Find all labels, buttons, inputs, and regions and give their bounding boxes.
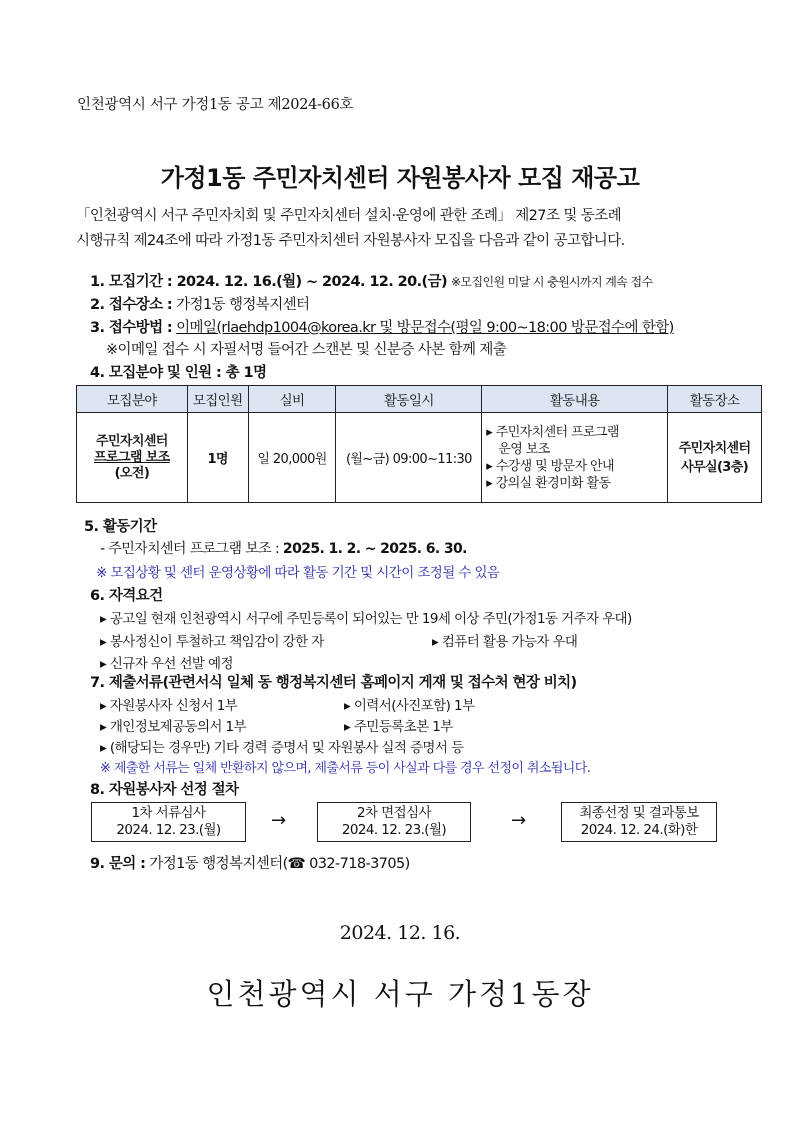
document-item-5: ▸ (해당되는 경우만) 기타 경력 증명서 및 자원봉사 실적 증명서 등	[100, 740, 464, 756]
intro-line-1: 「인천광역시 서구 주민자치회 및 주민자치센터 설치·운영에 관한 조례」 제27조 및 동조례	[76, 208, 621, 224]
cell-schedule: (월~금) 09:00~11:30	[336, 413, 482, 503]
content-item-1b: 운영 보조	[498, 441, 550, 457]
issuing-organization: 인천광역시 서구 가정1동장	[206, 977, 594, 1011]
header-pay: 실비	[248, 386, 336, 413]
qualification-item-1: ▸ 공고일 현재 인천광역시 서구에 주민등록이 되어있는 만 19세 이상 주민(가정1동 거주자 우대)	[100, 611, 632, 627]
step-3-title: 최종선정 및 결과통보	[579, 805, 699, 821]
document-number: 인천광역시 서구 가정1동 공고 제2024-66호	[77, 97, 354, 113]
intro-line-2: 시행규칙 제24조에 따라 가정1동 주민자치센터 자원봉사자 모집을 다음과 같이 공고합니다.	[76, 233, 625, 249]
document-item-1: ▸ 자원봉사자 신청서 1부	[100, 698, 238, 714]
cell-place	[668, 413, 762, 503]
content-item-3: ▸ 강의실 환경미화 활동	[486, 475, 611, 491]
activity-period-text: - 주민자치센터 프로그램 보조 :	[100, 541, 280, 557]
step-1-date: 2024. 12. 23.(월)	[116, 822, 221, 838]
step-final-selection	[561, 802, 717, 842]
activity-period-dates: 2025. 1. 2. ~ 2025. 6. 30.	[282, 541, 467, 557]
section-selection-process-label: 8. 자원봉사자 선정 절차	[90, 782, 239, 798]
section-inquiry	[90, 852, 410, 873]
inquiry-label: 9. 문의 :	[90, 856, 146, 872]
step-2-title: 2차 면접심사	[357, 805, 431, 821]
reception-method-value: 이메일(rlaehdp1004@korea.kr 및 방문접수(평일 9:00~18:00 방문접수에 한함)	[176, 320, 674, 336]
field-line-1: 주민자치센터	[96, 433, 168, 449]
recruit-period-note: ※모집인원 미달 시 충원시까지 계속 접수	[451, 275, 653, 289]
reception-place-label: 2. 접수장소 :	[90, 297, 173, 313]
qualification-item-2: ▸ 봉사정신이 투철하고 책임감이 강한 자	[100, 634, 324, 650]
content-item-2: ▸ 수강생 및 방문자 안내	[486, 458, 614, 474]
cell-pay: 일 20,000원	[248, 413, 336, 503]
field-line-2: 프로그램 보조	[94, 449, 170, 465]
section-recruit-field-label: 4. 모집분야 및 인원 : 총 1명	[90, 365, 267, 381]
step-2-date: 2024. 12. 23.(월)	[341, 822, 447, 838]
step-interview	[317, 802, 471, 842]
table-header-row	[77, 386, 762, 413]
step-1-title: 1차 서류심사	[131, 805, 206, 821]
section-documents-label: 7. 제출서류(관련서식 일체 동 행정복지센터 홈페이지 게재 및 접수처 현장 비치)	[90, 675, 577, 691]
section-recruit-period	[90, 270, 652, 291]
activity-period-note: ※ 모집상황 및 센터 운영상황에 따라 활동 기간 및 시간이 조정될 수 있음	[96, 565, 500, 581]
cell-content	[482, 413, 668, 503]
place-line-2: 사무실(3층)	[681, 459, 749, 475]
header-content: 활동내용	[482, 386, 668, 413]
notice-date: 2024. 12. 16.	[339, 922, 461, 944]
step-3-date: 2024. 12. 24.(화)한	[580, 822, 698, 838]
table-row	[77, 413, 762, 503]
qualification-item-3: ▸ 컴퓨터 활용 가능자 우대	[432, 634, 578, 650]
step-document-review	[91, 802, 246, 842]
header-count: 모집인원	[187, 386, 248, 413]
header-field: 모집분야	[77, 386, 188, 413]
document-item-4: ▸ 주민등록초본 1부	[344, 719, 453, 735]
inquiry-value: 가정1동 행정복지센터(☎ 032-718-3705)	[149, 856, 410, 872]
place-line-1: 주민자치센터	[678, 440, 751, 456]
arrow-icon: →	[271, 810, 287, 831]
cell-count: 1명	[187, 413, 248, 503]
document-item-2: ▸ 이력서(사진포함) 1부	[344, 698, 475, 714]
content-item-1: ▸ 주민자치센터 프로그램	[486, 424, 619, 440]
recruit-period-label: 1. 모집기간 : 2024. 12. 16.(월) ~ 2024. 12. 20.(금)	[90, 274, 448, 290]
section-qualifications-label: 6. 자격요건	[90, 588, 163, 604]
reception-place-value: 가정1동 행정복지센터	[176, 297, 310, 313]
section-reception-place	[90, 293, 309, 314]
document-item-3: ▸ 개인정보제공동의서 1부	[100, 719, 246, 735]
section-activity-period-label: 5. 활동기간	[84, 519, 157, 535]
documents-note: ※ 제출한 서류는 일체 반환하지 않으며, 제출서류 등이 사실과 다를 경우 선정이 취소됩니다.	[100, 761, 591, 776]
reception-method-label: 3. 접수방법 :	[90, 320, 173, 336]
qualification-item-4: ▸ 신규자 우선 선발 예정	[100, 656, 233, 672]
header-place: 활동장소	[668, 386, 762, 413]
header-schedule: 활동일시	[336, 386, 482, 413]
page-title: 가정1동 주민자치센터 자원봉사자 모집 재공고	[160, 164, 640, 192]
cell-field	[77, 413, 188, 503]
recruit-table	[76, 385, 762, 503]
reception-method-note: ※이메일 접수 시 자필서명 들어간 스캔본 및 신분증 사본 함께 제출	[106, 342, 507, 358]
section-reception-method	[90, 316, 674, 337]
arrow-icon: →	[511, 810, 527, 831]
field-line-3: (오전)	[114, 465, 150, 481]
activity-period-line	[100, 538, 467, 558]
